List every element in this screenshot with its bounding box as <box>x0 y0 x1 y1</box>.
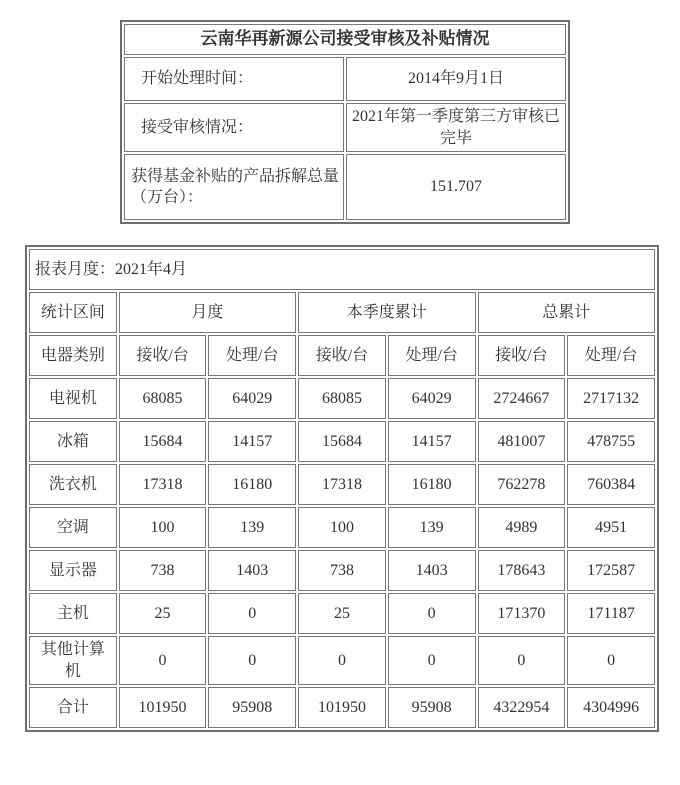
report-month-label: 报表月度：2021年4月 <box>29 249 655 290</box>
category-cell: 洗衣机 <box>29 464 117 505</box>
table-row <box>29 687 655 728</box>
value-cell: 0 <box>208 593 296 634</box>
column-header-row <box>29 335 655 376</box>
value-cell: 172587 <box>567 550 655 591</box>
summary-row-label: 接受审核情况： <box>124 103 344 152</box>
value-cell: 15684 <box>119 421 207 462</box>
category-cell: 其他计算机 <box>29 636 117 685</box>
column-header: 接收/台 <box>478 335 566 376</box>
table-row <box>29 636 655 685</box>
summary-row <box>124 57 566 101</box>
value-cell: 4304996 <box>567 687 655 728</box>
value-cell: 1403 <box>208 550 296 591</box>
value-cell: 0 <box>388 636 476 685</box>
value-cell: 101950 <box>298 687 386 728</box>
value-cell: 738 <box>298 550 386 591</box>
value-cell: 4989 <box>478 507 566 548</box>
value-cell: 16180 <box>388 464 476 505</box>
summary-title-row <box>124 24 566 55</box>
value-cell: 68085 <box>298 378 386 419</box>
value-cell: 760384 <box>567 464 655 505</box>
value-cell: 95908 <box>208 687 296 728</box>
value-cell: 25 <box>119 593 207 634</box>
summary-title: 云南华再新源公司接受审核及补贴情况 <box>124 24 566 55</box>
value-cell: 2724667 <box>478 378 566 419</box>
category-cell: 电视机 <box>29 378 117 419</box>
value-cell: 2717132 <box>567 378 655 419</box>
value-cell: 16180 <box>208 464 296 505</box>
value-cell: 17318 <box>119 464 207 505</box>
table-row <box>29 464 655 505</box>
category-cell: 显示器 <box>29 550 117 591</box>
value-cell: 0 <box>388 593 476 634</box>
summary-row-value: 2014年9月1日 <box>346 57 566 101</box>
value-cell: 17318 <box>298 464 386 505</box>
value-cell: 95908 <box>388 687 476 728</box>
value-cell: 68085 <box>119 378 207 419</box>
value-cell: 4951 <box>567 507 655 548</box>
value-cell: 139 <box>208 507 296 548</box>
section-group-total: 总累计 <box>478 292 655 333</box>
value-cell: 64029 <box>208 378 296 419</box>
value-cell: 139 <box>388 507 476 548</box>
category-cell: 合计 <box>29 687 117 728</box>
table-row <box>29 378 655 419</box>
value-cell: 0 <box>119 636 207 685</box>
report-month-row <box>29 249 655 290</box>
value-cell: 25 <box>298 593 386 634</box>
value-cell: 14157 <box>388 421 476 462</box>
section-group-month: 月度 <box>119 292 296 333</box>
table-row <box>29 593 655 634</box>
value-cell: 0 <box>208 636 296 685</box>
value-cell: 64029 <box>388 378 476 419</box>
value-cell: 171187 <box>567 593 655 634</box>
column-header: 处理/台 <box>208 335 296 376</box>
value-cell: 0 <box>478 636 566 685</box>
value-cell: 4322954 <box>478 687 566 728</box>
value-cell: 0 <box>567 636 655 685</box>
value-cell: 178643 <box>478 550 566 591</box>
summary-row-label: 获得基金补贴的产品拆解总量（万台）： <box>124 154 344 220</box>
value-cell: 15684 <box>298 421 386 462</box>
value-cell: 100 <box>298 507 386 548</box>
column-header: 接收/台 <box>298 335 386 376</box>
summary-table <box>120 20 570 224</box>
value-cell: 0 <box>298 636 386 685</box>
value-cell: 14157 <box>208 421 296 462</box>
value-cell: 100 <box>119 507 207 548</box>
table-row <box>29 421 655 462</box>
value-cell: 478755 <box>567 421 655 462</box>
summary-row <box>124 154 566 220</box>
column-header-category: 电器类别 <box>29 335 117 376</box>
column-header: 处理/台 <box>388 335 476 376</box>
section-group-quarter: 本季度累计 <box>298 292 475 333</box>
section-header-label: 统计区间 <box>29 292 117 333</box>
value-cell: 762278 <box>478 464 566 505</box>
value-cell: 481007 <box>478 421 566 462</box>
value-cell: 171370 <box>478 593 566 634</box>
value-cell: 1403 <box>388 550 476 591</box>
column-header: 处理/台 <box>567 335 655 376</box>
table-row <box>29 507 655 548</box>
summary-row-label: 开始处理时间： <box>124 57 344 101</box>
value-cell: 101950 <box>119 687 207 728</box>
section-header-row <box>29 292 655 333</box>
summary-row <box>124 103 566 152</box>
table-row <box>29 550 655 591</box>
category-cell: 冰箱 <box>29 421 117 462</box>
category-cell: 空调 <box>29 507 117 548</box>
category-cell: 主机 <box>29 593 117 634</box>
value-cell: 738 <box>119 550 207 591</box>
report-table <box>25 245 659 732</box>
column-header: 接收/台 <box>119 335 207 376</box>
summary-row-value: 2021年第一季度第三方审核已完毕 <box>346 103 566 152</box>
summary-row-value: 151.707 <box>346 154 566 220</box>
